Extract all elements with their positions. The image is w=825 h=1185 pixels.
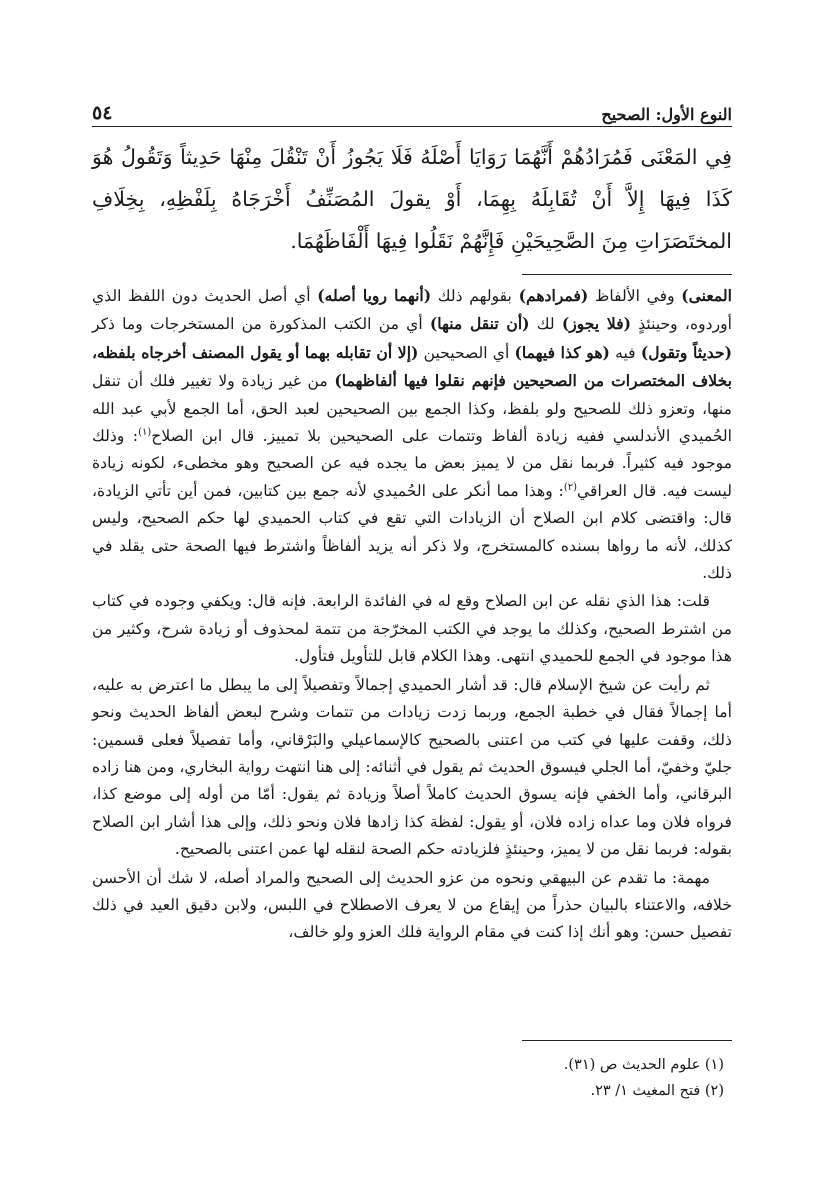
commentary-text: : وهذا مما أنكر على الحُميدي لأنه جمع بين كتابين، فمن أين تأتي الزيادة، قال: واقتضى كلام ابن الصلاح أن الزيادات التي تقع في كتاب الحميدي لها حكم الصحيح، وليس كذلك، لأنه ما رواها بسنده كالمستخرج، ولا ذكر أنه يزيد ألفاظاً واشترط فيها الصحة حتى يقلد في ذلك. (92, 481, 732, 583)
commentary-text: من غير زيادة ولا تغيير فلك أن تنقل منها، وتعزو ذلك للصحيح ولو بلفظ، وكذا الجمع بين الصحيحين لعبد الحق، أما الجمع لأبي عبد الله الحُميدي الأندلسي ففيه زيادة ألفاظ وتتمات على الصحيحين بلا تمييز. قال ابن الصلاح (92, 372, 732, 446)
footnote-1: (١) علوم الحديث ص (٣١). (563, 1057, 724, 1073)
commentary-text: لك (529, 315, 562, 334)
commentary-text: بقولهم ذلك (431, 287, 519, 305)
main-text: فِي المَعْنَى فَمُرَادُهُمْ أَنَّهُمَا رَوَايَا أَصْلَهُ فَلَا يَجُوزُ أَنْ تَنْقُلَ مِنْهَا حَدِيثاً وَتَقُولُ هُوَ كَذَا فِيهَا إِلاَّ أَنْ تُقَابِلَهُ بِهِمَا، أَوْ يقولَ المُصَنِّفُ أَخْرَجَاهُ بِلَفْظِهِ، بِخِلَافِ المختَصَرَاتِ مِنَ الصَّحِيحَيْنِ فَإِنَّهُمْ نَقَلُوا فِيهَا أَلْفَاظَهُمَا. (92, 145, 732, 253)
running-title: النوع الأول: الصحيح (601, 105, 732, 124)
commentary (92, 282, 732, 947)
quoted-phrase: (فمرادهم) (518, 286, 589, 305)
footnote-separator (522, 1040, 732, 1041)
quoted-phrase: (إلا أن تقابله بهما أو يقول المصنف أخرجاه بلفظه، بخلاف المختصرات من الصحيحين فإنهم نقلوا فيها ألفاظهما) (92, 342, 732, 391)
separator-rule (522, 274, 732, 275)
commentary-text: أي أصل الحديث دون اللفظ الذي أوردوه، وحينئذٍ (92, 287, 732, 334)
commentary-text: أي الصحيحين (418, 343, 515, 362)
commentary-text: فيه (609, 343, 641, 362)
commentary-paragraph-1 (92, 282, 732, 587)
commentary-paragraph-3: ثم رأيت عن شيخ الإسلام قال: قد أشار الحميدي إجمالاً وتفصيلاً إلى ما يبطل ما اعترض به عليه، أما إجمالاً فقال في خطبة الجمع، وربما زدت زيادات من تتمات وشرح لبعض ألفاظ الحديث ونحو ذلك، وقفت عليها في كتب من اعتنى بالصحيح كالإسماعيلي والبَرْقاني، وأما تفصيلاً فعلى قسمين: جليّ وخفيّ، أما الجلي فيسوق الحديث ثم يقول في أثنائه: إلى هنا انتهت رواية البخاري، ومن هنا زاده البرقاني، وأما الخفي فإنه يسوق الحديث كاملاً أصلاً وزيادة ثم يقول: أمّا من أوله إلى موضع كذا، فرواه فلان وما عداه زاده فلان، أو يقول: لفظة كذا زادها فلان ونحو ذلك، وإلى هذا أشار ابن الصلاح بقوله: فربما نقل من لا يميز، وحينئذٍ فلزيادته حكم الصحة لنقله لها عمن اعتنى بالصحيح. (92, 675, 732, 859)
quoted-phrase: (فلا يجوز) (561, 314, 632, 334)
commentary-paragraph-4: مهمة: ما تقدم عن البيهقي ونحوه من عزو الحديث إلى الصحيح والمراد أصله، لا شك أن الأحسن خلافه، والاعتناء بالبيان حذراً من إيقاع من لا يعرف الاصطلاح في اللبس، ولابن دقيق العيد في ذلك تفصيل حسن: وهو أنك إذا كنت في مقام الرواية فلك العزو ولو خالف، (92, 868, 732, 942)
quoted-phrase: (هو كذا فيهما) (514, 342, 610, 362)
commentary-text: أي من الكتب المذكورة من المستخرجات وما ذكر (92, 315, 430, 334)
footnote-ref-2[interactable]: (٢) (563, 481, 577, 493)
commentary-text: وفي الألفاظ (588, 287, 682, 305)
footnote-2: (٢) فتح المغيث ١/ ٢٣. (590, 1083, 724, 1099)
quoted-phrase: (حديثاً وتقول) (640, 342, 733, 362)
quoted-phrase: (أن تنقل منها) (429, 314, 530, 334)
quoted-phrase: (أنهما رويا أصله) (317, 286, 432, 305)
commentary-text: : وذلك موجود فيه كثيراً. فربما نقل من لا يميز بعض ما يجده فيه عن الصحيح وهو مخطىء، لكونه زيادة ليست فيه. قال العراقي (92, 427, 732, 500)
footnote-ref-1[interactable]: (١) (138, 426, 152, 438)
commentary-paragraph-2: قلت: هذا الذي نقله عن ابن الصلاح وقع له في الفائدة الرابعة. فإنه قال: ويكفي وجوده في كتاب من اشترط الصحيح، وكذلك ما يوجد في الكتب المخرّجة من تتمة لمحذوف أو زيادة شرح، وكثير من هذا موجود في الجمع للحميدي انتهى. وهذا الكلام قابل للتأويل فتأول. (92, 592, 732, 666)
page-number: ٥٤ (92, 102, 113, 124)
page-header (92, 92, 732, 127)
quoted-phrase: المعنى) (681, 286, 732, 305)
footnotes (92, 1052, 732, 1104)
